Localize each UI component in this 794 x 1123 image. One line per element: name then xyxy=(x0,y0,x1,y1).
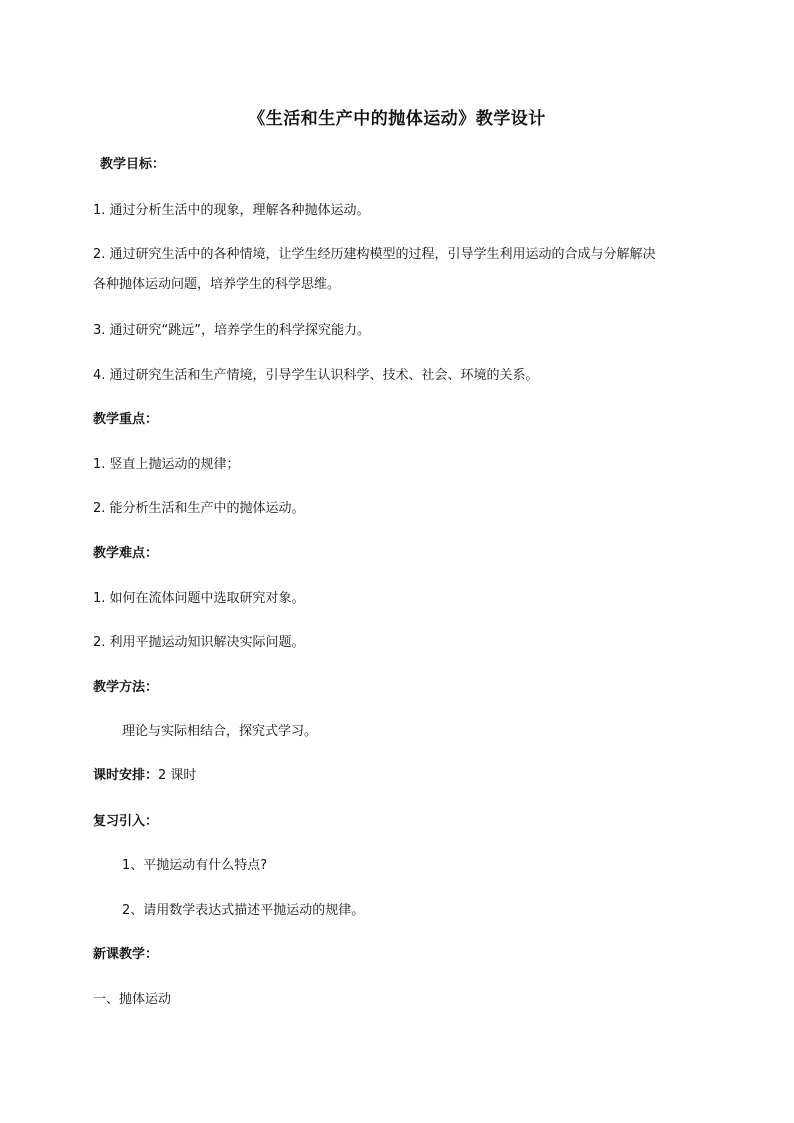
key-point-item: 1. 竖直上抛运动的规律； xyxy=(93,457,240,472)
document-title: 《生活和生产中的抛体运动》教学设计 xyxy=(248,109,546,129)
review-item: 1、平抛运动有什么特点? xyxy=(122,858,268,873)
difficulty-item: 2. 利用平抛运动知识解决实际问题。 xyxy=(93,635,305,650)
schedule-label: 课时安排： xyxy=(93,768,159,783)
methods-heading: 教学方法： xyxy=(93,680,159,695)
section-heading: 一、抛体运动 xyxy=(93,992,172,1007)
objective-item: 4. 通过研究生活和生产情境，引导学生认识科学、技术、社会、环境的关系。 xyxy=(93,368,539,383)
key-point-item: 2. 能分析生活和生产中的抛体运动。 xyxy=(93,501,305,516)
methods-text: 理论与实际相结合，探究式学习。 xyxy=(122,724,318,739)
difficulty-item: 1. 如何在流体问题中选取研究对象。 xyxy=(93,591,305,606)
schedule-line xyxy=(93,767,196,785)
difficulties-heading: 教学难点： xyxy=(93,546,159,561)
review-item: 2、请用数学表达式描述平抛运动的规律。 xyxy=(122,903,365,918)
key-points-heading: 教学重点： xyxy=(93,412,159,427)
schedule-value: 2 课时 xyxy=(158,768,197,783)
objective-item: 2. 通过研究生活中的各种情境，让学生经历建构模型的过程，引导学生利用运动的合成与分解解决 xyxy=(93,247,656,262)
objective-item: 1. 通过分析生活中的现象，理解各种抛体运动。 xyxy=(93,203,370,218)
objectives-heading: 教学目标： xyxy=(100,157,166,172)
review-heading: 复习引入： xyxy=(93,814,159,829)
new-lesson-heading: 新课教学： xyxy=(93,947,159,962)
objective-item: 3. 通过研究“跳远”，培养学生的科学探究能力。 xyxy=(93,323,371,338)
objective-item-continuation: 各种抛体运动问题，培养学生的科学思维。 xyxy=(93,277,341,292)
